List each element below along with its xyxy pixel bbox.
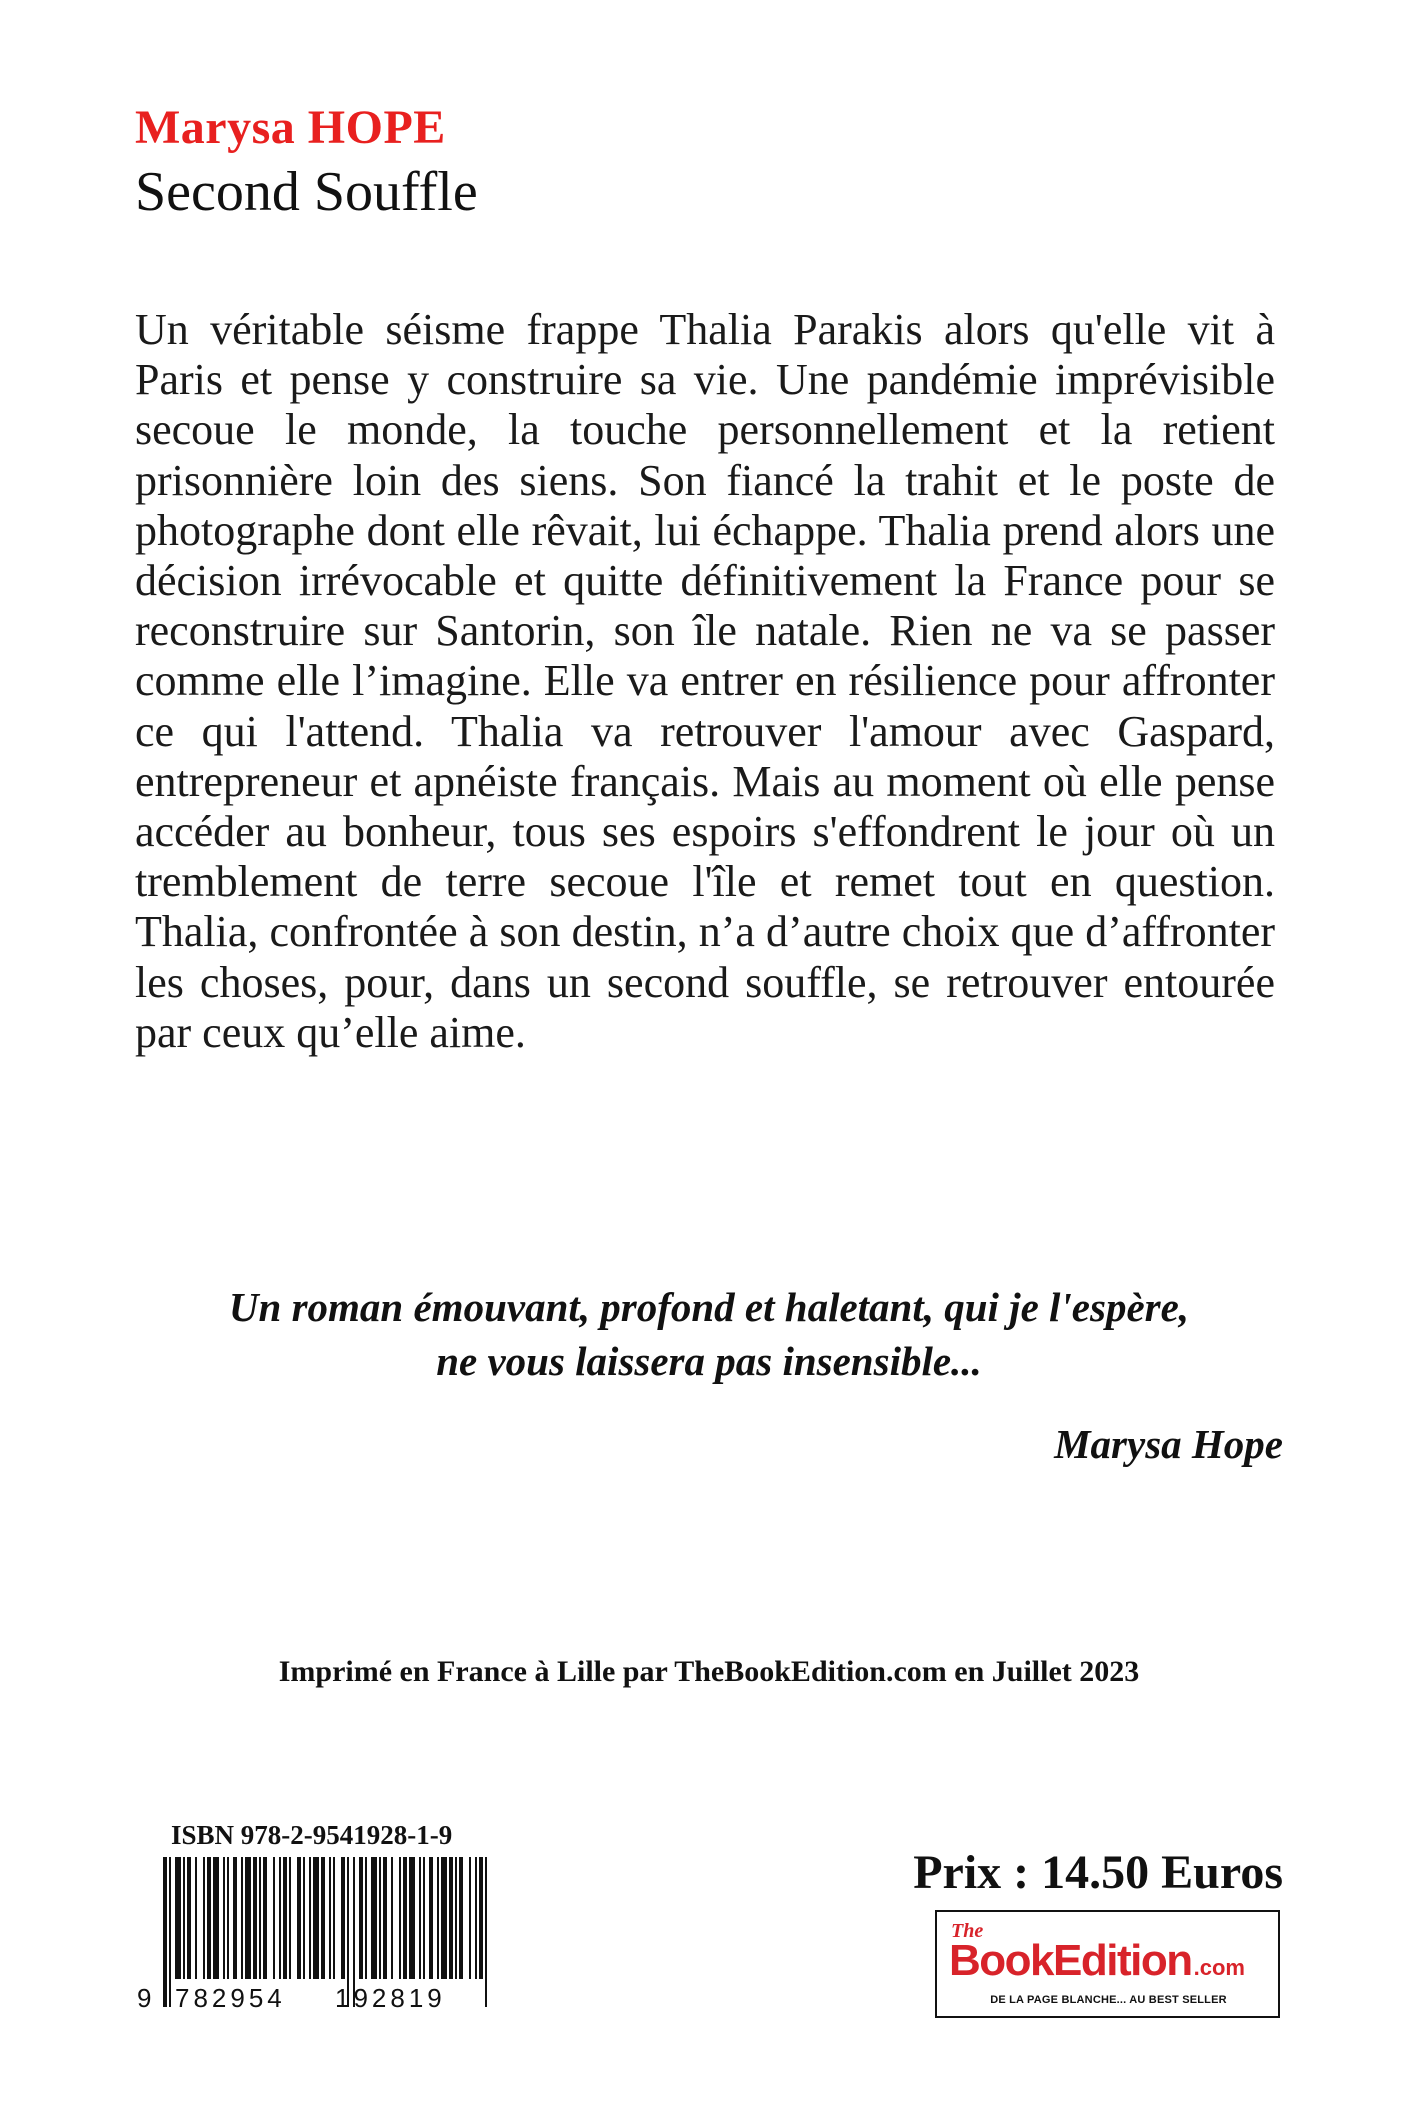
quote-line-1: Un roman émouvant, profond et haletant, qui je l'espère, <box>228 1284 1190 1330</box>
isbn-label: ISBN 978-2-9541928-1-9 <box>171 1820 453 1850</box>
barcode <box>135 1857 495 2012</box>
barcode-digit-first: 9 <box>137 1983 152 2012</box>
barcode-bar <box>213 1857 219 1979</box>
barcode-bar <box>297 1857 301 1979</box>
printed-note: Imprimé en France à Lille par TheBookEdition.com en Juillet 2023 <box>278 1655 1140 1688</box>
barcode-bar <box>233 1857 237 1979</box>
logo-the: The <box>951 1920 984 1942</box>
barcode-bar <box>409 1857 415 1979</box>
barcode-digits-left: 782954 <box>175 1983 286 2012</box>
barcode-bar <box>333 1857 335 1979</box>
pull-quote <box>135 1280 1283 1388</box>
barcode-bar <box>203 1857 205 1979</box>
barcode-bar <box>253 1857 257 1979</box>
barcode-bar <box>485 1857 487 2007</box>
barcode-bar <box>399 1857 401 1979</box>
logo-brand-text: BookEdition <box>949 1936 1192 1985</box>
barcode-bar <box>479 1857 483 1979</box>
barcode-bar <box>449 1857 453 1979</box>
barcode-bar <box>469 1857 471 1979</box>
barcode-bar <box>329 1857 331 1979</box>
quote-signature: Marysa Hope <box>1054 1421 1283 1467</box>
barcode-bar <box>175 1857 181 1979</box>
barcode-bar <box>227 1857 229 1979</box>
barcode-bar <box>263 1857 267 1979</box>
barcode-bar <box>379 1857 381 1979</box>
barcode-bar <box>437 1857 439 1979</box>
author-name: Marysa HOPE <box>135 101 446 154</box>
isbn-block <box>135 1820 495 2012</box>
barcode-graphic <box>135 1857 495 2012</box>
barcode-bar <box>303 1857 305 1979</box>
barcode-bar <box>371 1857 377 1979</box>
barcode-digits-right: 192819 <box>335 1983 446 2012</box>
barcode-bar <box>391 1857 393 1979</box>
barcode-bar <box>459 1857 463 1979</box>
barcode-bar <box>245 1857 251 1979</box>
barcode-bar <box>309 1857 311 1979</box>
barcode-bar <box>313 1857 319 1979</box>
barcode-bar <box>283 1857 287 1979</box>
barcode-bar <box>279 1857 281 1979</box>
publisher-logo <box>935 1910 1280 2018</box>
barcode-bar <box>207 1857 211 1979</box>
barcode-bar <box>383 1857 387 1979</box>
barcode-bar <box>441 1857 447 1979</box>
barcode-bar <box>273 1857 275 1979</box>
barcode-bar <box>455 1857 457 1979</box>
barcode-bar <box>321 1857 325 1979</box>
barcode-bar <box>169 1857 171 2007</box>
barcode-bar <box>359 1857 363 1979</box>
book-title: Second Souffle <box>135 161 478 223</box>
barcode-bar <box>241 1857 243 1979</box>
logo-tagline: DE LA PAGE BLANCHE... AU BEST SELLER <box>990 1994 1227 2006</box>
barcode-bar <box>475 1857 477 1979</box>
barcode-bar <box>429 1857 433 1979</box>
barcode-bar <box>423 1857 425 1979</box>
barcode-bar <box>341 1857 345 1979</box>
barcode-bar <box>419 1857 421 1979</box>
logo-brand <box>949 1936 1245 1986</box>
barcode-bar <box>183 1857 185 1979</box>
barcode-bar <box>365 1857 367 1979</box>
blurb-text: Un véritable séisme frappe Thalia Parakis alors qu'elle vit à Paris et pense y construire sa vie. Une pandémie imprévisible secoue le monde, la touche personnellement et la retient prisonnière loin des siens. Son fiancé la trahit et le poste de photographe dont elle rêvait, lui échappe. Thalia prend alors une décision irrévocable et quitte définitivement la France pour se reconstruire sur Santorin, son île natale. Rien ne va se passer comme elle l’imagine. Elle va entrer en résilience pour affronter ce qui l'attend. Thalia va retrouver l'amour avec Gaspard, entrepreneur et apnéiste français. Mais au moment où elle pense accéder au bonheur, tous ses espoirs s'effondrent le jour où un tremblement de terre secoue l'île et remet tout en question. Thalia, confrontée à son destin, n’a d’autre choix que d’affronter les choses, pour, dans un second souffle, se retrouver entourée par ceux qu’elle aime. <box>135 305 1275 1057</box>
barcode-bar <box>163 1857 167 2007</box>
barcode-bar <box>403 1857 407 1979</box>
quote-line-2: ne vous laissera pas insensible... <box>436 1338 982 1384</box>
barcode-bar <box>289 1857 291 1979</box>
barcode-bar <box>259 1857 261 1979</box>
barcode-bar <box>223 1857 225 1979</box>
barcode-bar <box>195 1857 197 1979</box>
back-cover-blurb <box>135 305 1275 1058</box>
logo-dotcom: .com <box>1193 1955 1245 1980</box>
price: Prix : 14.50 Euros <box>913 1846 1283 1899</box>
barcode-bar <box>187 1857 191 1979</box>
